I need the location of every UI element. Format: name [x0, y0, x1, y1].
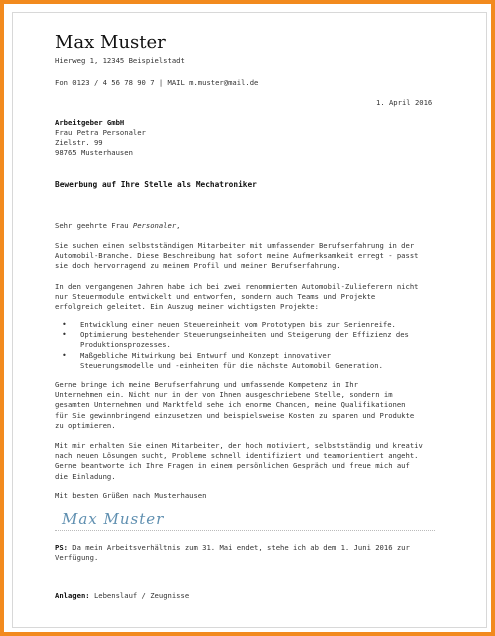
salutation [55, 221, 181, 231]
paragraph-motivation [55, 441, 435, 482]
sender-contact: Fon 0123 / 4 56 78 90 7 | MAIL m.muster@mail.de [55, 78, 259, 87]
recipient-street: Zielstr. 99 [55, 138, 103, 147]
closing: Mit besten Grüßen nach Musterhausen [55, 491, 207, 500]
sender-address: Hierweg 1, 12345 Beispielstadt [55, 56, 185, 65]
paragraph-line: sie doch hervorragend zu meinem Profil und meiner Berufserfahrung. [55, 261, 341, 271]
list-item-line: • Maßgebliche Mitwirkung bei Entwurf und Konzept innovativer [80, 350, 331, 360]
paragraph-competence [55, 380, 435, 431]
project-list [62, 320, 442, 371]
paragraph-line: die Einladung. [55, 471, 116, 481]
attachments-text: Lebenslauf / Zeugnisse [89, 591, 190, 600]
letter-subject: Bewerbung auf Ihre Stelle als Mechatroniker [55, 180, 257, 189]
recipient-person: Frau Petra Personaler [55, 128, 146, 137]
ps-label: PS: [55, 543, 68, 552]
paragraph-line: Unternehmen ein. Nicht nur in der von Ihnen ausgeschriebene Stelle, sondern im [55, 390, 393, 400]
paragraph-line: Mit mir erhalten Sie einen Mitarbeiter, der hoch motiviert, selbstständig und kreativ [55, 441, 423, 450]
list-item [62, 351, 442, 371]
sender-name: Max Muster [55, 32, 166, 53]
postscript-line-2: Verfügung. [55, 553, 99, 563]
paragraph-intro [55, 241, 435, 272]
list-item-line: • Entwicklung einer neuen Steuereinheit vom Prototypen bis zur Serienreife. [80, 320, 396, 329]
paragraph-line: gesamten Unternehmen und Marktfeld sehe ich enorme Chancen, meine Qualifikationen [55, 400, 406, 410]
paragraph-line: Automobil-Branche. Diese Beschreibung hat sofort meine Aufmerksamkeit erregt - passt [55, 251, 419, 261]
paragraph-line: In den vergangenen Jahren habe ich bei zwei renommierten Automobil-Zulieferern nicht [55, 282, 419, 291]
recipient-city: 98765 Musterhausen [55, 148, 133, 157]
salutation-suffix: , [176, 221, 181, 230]
postscript [55, 543, 435, 563]
list-item [62, 330, 442, 350]
salutation-name: Personaler [132, 221, 177, 230]
paragraph-line: Gerne bringe ich meine Berufserfahrung und umfassende Kompetenz in Ihr [55, 380, 358, 389]
list-item-line: • Optimierung bestehender Steuerungseinheiten und Steigerung der Effizienz des [80, 330, 409, 340]
list-item-line: Steuerungsmodelle und -einheiten für die nächste Automobil Generation. [80, 360, 383, 370]
postscript-line-1 [55, 543, 435, 553]
handwritten-signature: Max Muster [62, 510, 165, 528]
attachments [55, 591, 189, 601]
paragraph-line: erfolgreich geleitet. Ein Auszug meiner wichtigsten Projekte: [55, 302, 319, 312]
paragraph-line: nur Steuermodule entwickelt und entworfen, sondern auch Teams und Projekte [55, 292, 376, 302]
list-item [62, 320, 442, 330]
paragraph-experience [55, 282, 435, 313]
letter-date: 1. April 2016 [376, 98, 433, 107]
paragraph-line: Gerne beantworte ich Ihre Fragen in einem persönlichen Gespräch und freue mich auf [55, 461, 410, 471]
paragraph-line: für Sie gewinnbringend einzusetzen und beispielsweise Kosten zu sparen und Produkte [55, 410, 415, 420]
paragraph-line: zu optimieren. [55, 420, 116, 430]
signature-divider [55, 530, 435, 531]
recipient-company: Arbeitgeber GmbH [55, 118, 125, 127]
attachments-label: Anlagen: [55, 591, 90, 600]
paragraph-line: nach neuen Lösungen sucht, Probleme schnell identifiziert und teamorientiert angeht. [55, 451, 419, 461]
ps-text: Da mein Arbeitsverhältnis zum 31. Mai endet, stehe ich ab dem 1. Juni 2016 zur [67, 543, 410, 552]
paragraph-line: Sie suchen einen selbstständigen Mitarbeiter mit umfassender Berufserfahrung in der [55, 241, 415, 250]
list-item-line: Produktionsprozesses. [80, 340, 171, 350]
salutation-prefix: Sehr geehrte Frau [55, 221, 133, 230]
